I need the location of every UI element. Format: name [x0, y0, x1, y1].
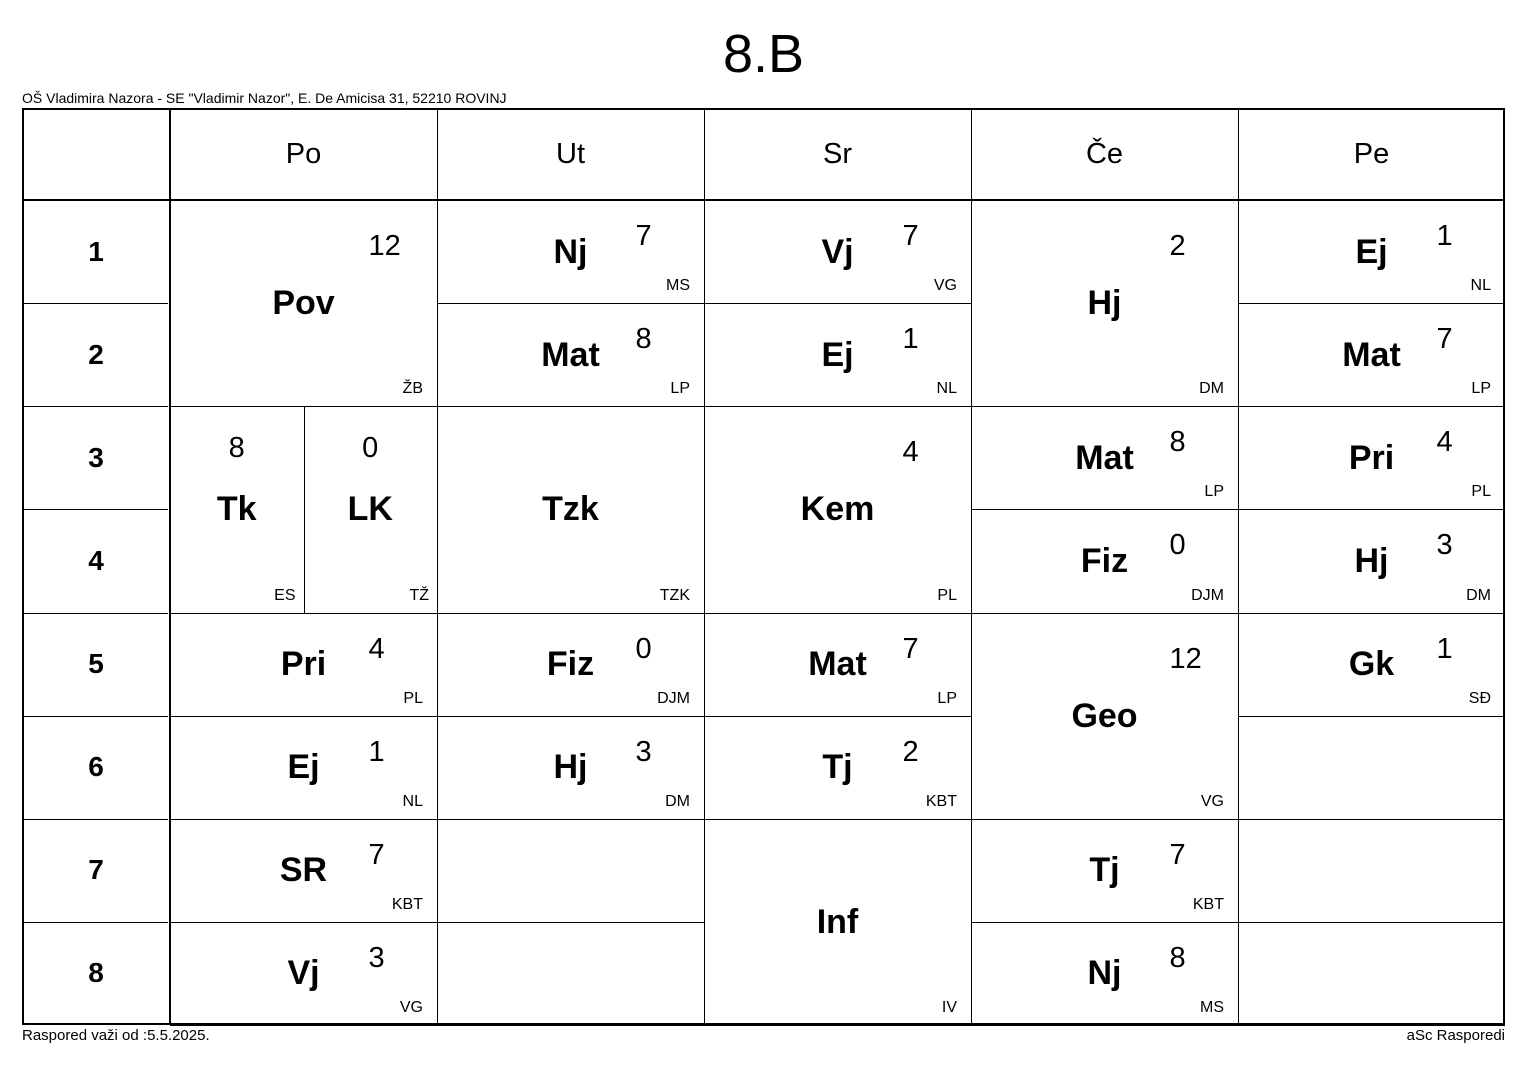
lesson-room: 7	[902, 220, 919, 252]
lesson-cell	[704, 716, 971, 819]
lesson-subject: Mat	[541, 335, 600, 374]
lesson-room: 12	[1169, 642, 1202, 675]
lesson-teacher: VG	[399, 999, 423, 1016]
lesson-cell	[971, 406, 1238, 509]
lesson-subject: Nj	[1087, 954, 1122, 993]
lesson-subject: Ej	[1355, 232, 1388, 271]
lesson-cell	[437, 303, 704, 406]
class-title: 8.B	[722, 24, 805, 84]
period-header	[22, 303, 170, 406]
period-header	[22, 716, 170, 819]
lesson-cell	[704, 200, 971, 303]
lesson-room: 7	[1436, 323, 1453, 356]
lesson-cell	[437, 613, 704, 716]
lesson-room: 1	[1436, 632, 1453, 665]
lesson-subject: Inf	[816, 902, 859, 941]
period-label: 5	[88, 648, 104, 680]
lesson-cell	[170, 200, 437, 406]
period-label: 2	[88, 338, 104, 370]
lesson-teacher: MS	[1200, 999, 1224, 1016]
period-row-separator	[22, 303, 168, 304]
empty-slot-edge	[1238, 819, 1505, 820]
valid-from-note: Raspored važi od :5.5.2025.	[22, 1027, 210, 1044]
period-label: 1	[88, 235, 104, 267]
lesson-cell	[704, 303, 971, 406]
lesson-teacher: TZK	[659, 586, 690, 604]
period-header	[22, 819, 170, 922]
period-label: 4	[88, 544, 104, 576]
lesson-subject: Tj	[1089, 851, 1120, 890]
lesson-room: 7	[368, 838, 385, 871]
lesson-subject: Nj	[553, 232, 588, 271]
vendor-credit: aSc Rasporedi	[1406, 1027, 1505, 1044]
period-label: 7	[88, 854, 104, 886]
lesson-room: 1	[902, 323, 919, 356]
period-row-separator	[22, 613, 168, 614]
lesson-cell	[170, 613, 437, 716]
lesson-teacher: DJM	[657, 689, 690, 707]
lesson-teacher: PL	[937, 586, 957, 604]
empty-slot-edge	[437, 1025, 704, 1026]
day-header	[971, 108, 1238, 200]
lesson-subject: Fiz	[546, 645, 595, 684]
period-label: 8	[88, 957, 104, 989]
lesson-cell	[971, 200, 1238, 406]
lesson-teacher: DJM	[1191, 586, 1224, 604]
lesson-separator	[704, 1025, 971, 1026]
lesson-teacher: KBT	[925, 792, 957, 810]
period-label: 3	[88, 441, 104, 473]
lesson-teacher: MS	[666, 277, 690, 295]
period-row-separator	[22, 922, 168, 923]
lesson-subject: Pov	[272, 284, 335, 323]
lesson-cell	[170, 406, 304, 612]
day-label: Ut	[556, 137, 585, 170]
lesson-teacher: NL	[936, 380, 957, 398]
lesson-subject: Pri	[280, 645, 327, 684]
lesson-cell	[1238, 406, 1505, 509]
lesson-cell	[170, 819, 437, 922]
lesson-subject: Ej	[287, 748, 320, 787]
lesson-cell	[704, 819, 971, 1025]
lesson-cell	[437, 200, 704, 303]
lesson-cell	[971, 509, 1238, 612]
lesson-room: 1	[368, 735, 385, 768]
lesson-teacher: PL	[403, 689, 423, 707]
lesson-cell	[1238, 509, 1505, 612]
lesson-cell	[170, 716, 437, 819]
empty-slot-edge	[1238, 922, 1505, 923]
lesson-teacher: LP	[1204, 483, 1224, 501]
day-header	[704, 108, 971, 200]
lesson-cell	[437, 716, 704, 819]
lesson-room: 3	[1436, 529, 1453, 562]
lesson-cell	[704, 613, 971, 716]
period-header	[22, 406, 170, 509]
lesson-subject: Pri	[1348, 438, 1395, 477]
lesson-teacher: IV	[941, 999, 957, 1016]
period-header	[22, 922, 170, 1025]
lesson-subject: Ej	[821, 335, 854, 374]
lesson-subject: Tzk	[542, 490, 599, 529]
lesson-room: 8	[1169, 426, 1186, 459]
lesson-room: 3	[635, 735, 652, 768]
lesson-subject: Vj	[821, 232, 854, 271]
lesson-cell	[1238, 200, 1505, 303]
lesson-teacher: LP	[1471, 380, 1491, 398]
lesson-teacher: PL	[1471, 483, 1491, 501]
lesson-teacher: KBT	[1192, 895, 1224, 913]
lesson-subject: Tj	[822, 748, 853, 787]
lesson-subject: Hj	[1087, 284, 1122, 323]
day-label: Če	[1085, 137, 1124, 170]
lesson-teacher: DM	[1466, 586, 1491, 604]
lesson-cell	[170, 922, 437, 1025]
lesson-room: 7	[902, 632, 919, 665]
day-header	[437, 108, 704, 200]
lesson-separator	[170, 1025, 437, 1026]
lesson-subject: Mat	[1342, 335, 1401, 374]
day-header	[170, 108, 437, 200]
lesson-subject: Tk	[216, 490, 257, 529]
lesson-subject: Kem	[800, 490, 875, 529]
lesson-room: 2	[1169, 230, 1186, 262]
lesson-room: 7	[635, 220, 652, 252]
lesson-room: 8	[635, 323, 652, 356]
day-label: Pe	[1353, 137, 1390, 170]
empty-slot-edge	[1238, 716, 1505, 717]
period-header	[22, 200, 170, 303]
frame-top	[22, 108, 1505, 110]
lesson-teacher: DM	[665, 792, 690, 810]
period-row-separator	[22, 819, 168, 820]
lesson-teacher: TŽ	[409, 586, 429, 604]
lesson-room: 12	[368, 230, 401, 262]
period-row-separator	[22, 716, 168, 717]
school-info: OŠ Vladimira Nazora - SE "Vladimir Nazor", E. De Amicisa 31, 52210 ROVINJ	[22, 90, 507, 106]
lesson-cell	[1238, 303, 1505, 406]
lesson-subject: Geo	[1071, 696, 1138, 735]
lesson-room: 8	[1169, 941, 1186, 974]
period-header	[22, 509, 170, 612]
lesson-subject: Vj	[287, 954, 320, 993]
lesson-room: 0	[362, 432, 379, 465]
lesson-room: 0	[635, 632, 652, 665]
lesson-separator	[971, 1025, 1238, 1026]
lesson-cell	[437, 406, 704, 612]
day-label: Po	[285, 137, 322, 170]
lesson-teacher: ES	[274, 586, 296, 604]
lesson-room: 4	[1436, 426, 1453, 459]
period-label: 6	[88, 751, 104, 783]
lesson-teacher: VG	[1200, 792, 1224, 810]
period-header	[22, 613, 170, 716]
day-label: Sr	[823, 137, 852, 170]
lesson-teacher: VG	[933, 277, 957, 295]
lesson-subject: Mat	[808, 645, 867, 684]
lesson-subject: Gk	[1348, 645, 1395, 684]
lesson-cell	[704, 406, 971, 612]
lesson-cell	[304, 406, 438, 612]
lesson-teacher: KBT	[391, 895, 423, 913]
lesson-subject: SR	[279, 851, 328, 890]
lesson-subject: Hj	[1354, 541, 1389, 580]
empty-slot-edge	[437, 922, 704, 923]
day-header	[1238, 108, 1505, 200]
lesson-subject: Hj	[553, 748, 588, 787]
lesson-room: 2	[902, 735, 919, 768]
lesson-teacher: DM	[1199, 380, 1224, 398]
lesson-subject: LK	[347, 490, 393, 529]
lesson-teacher: SĐ	[1468, 689, 1491, 707]
lesson-room: 1	[1436, 220, 1453, 252]
lesson-teacher: ŽB	[402, 380, 423, 398]
lesson-subject: Fiz	[1080, 541, 1129, 580]
lesson-teacher: NL	[1470, 277, 1491, 295]
lesson-room: 3	[368, 941, 385, 974]
period-row-separator	[22, 406, 168, 407]
lesson-cell	[1238, 613, 1505, 716]
lesson-room: 4	[902, 436, 919, 469]
lesson-teacher: LP	[937, 689, 957, 707]
lesson-subject: Mat	[1075, 438, 1134, 477]
period-row-separator	[22, 509, 168, 510]
lesson-cell	[971, 819, 1238, 922]
frame-left	[22, 108, 24, 1025]
lesson-room: 4	[368, 632, 385, 665]
lesson-cell	[971, 613, 1238, 819]
empty-slot-edge	[1238, 1025, 1505, 1026]
lesson-room: 0	[1169, 529, 1186, 562]
lesson-cell	[971, 922, 1238, 1025]
lesson-room: 8	[228, 432, 245, 465]
lesson-teacher: LP	[670, 380, 690, 398]
empty-slot-edge	[437, 819, 704, 820]
lesson-room: 7	[1169, 838, 1186, 871]
lesson-teacher: NL	[402, 792, 423, 810]
